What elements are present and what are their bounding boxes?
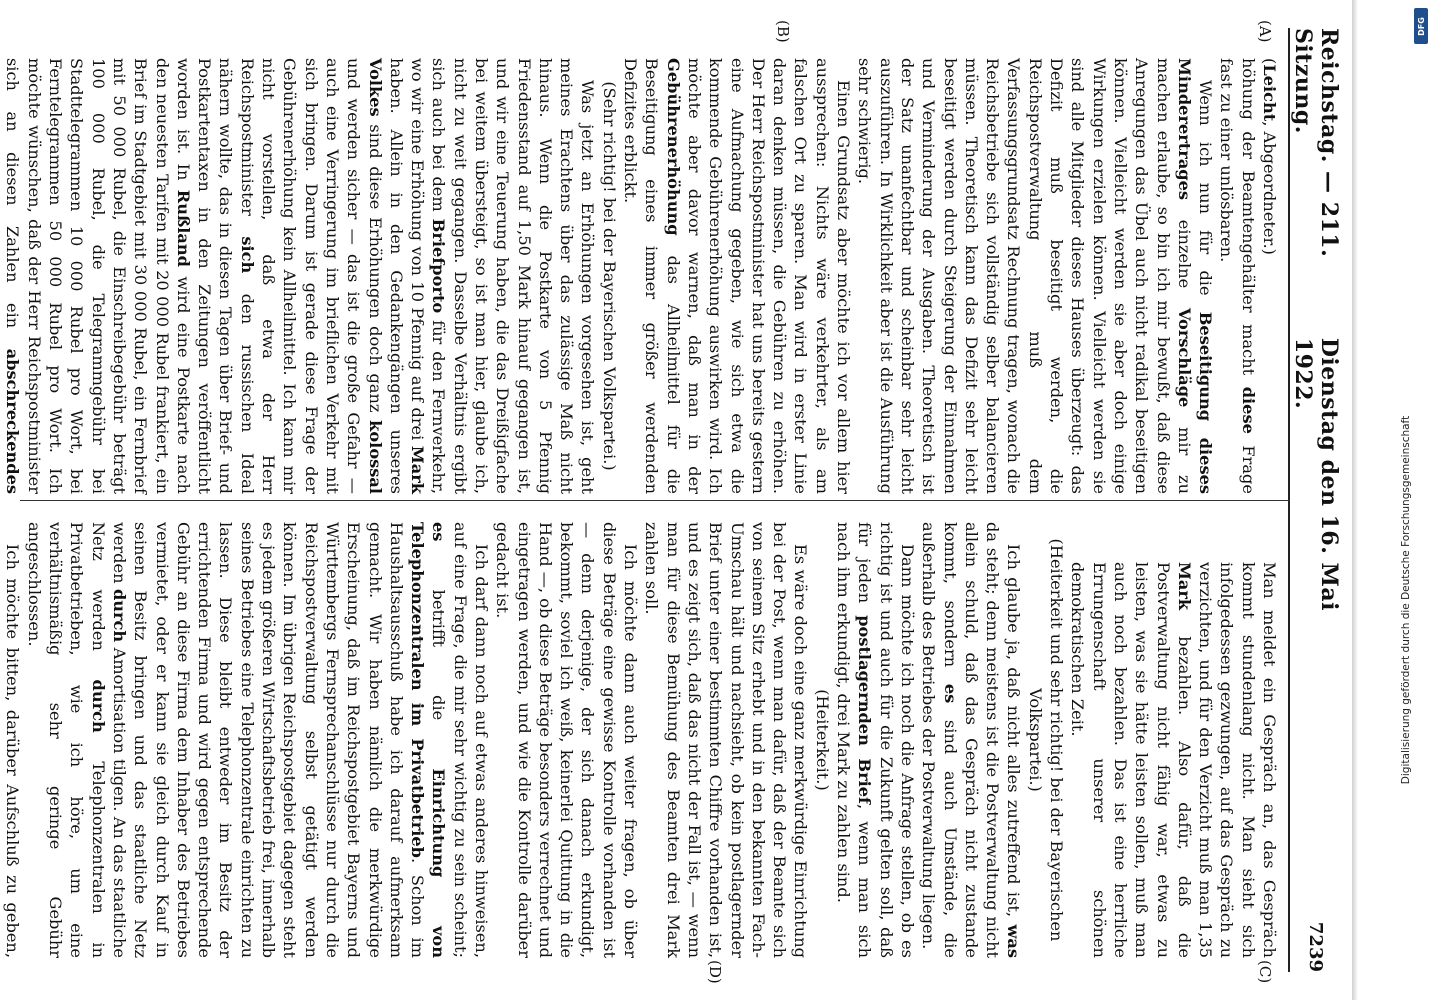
digitization-note-text: Digitalisierung gefördert durch die Deutsche Forschungsgemeinschaft	[1400, 415, 1413, 785]
left-text-column	[3, 58, 1280, 495]
paragraph: (Heiterkeit und sehr richtig! bei der Bayerischen Volkspartei.)	[1025, 538, 1067, 942]
scan-edge	[1352, 0, 1358, 1000]
header-date: Dienstag den 16. Mai 1922.	[1290, 337, 1342, 612]
margin-letter-c: (C)	[1256, 960, 1274, 984]
paragraph: Ich möchte bitten, darüber Aufschluß zu geben,	[3, 544, 23, 958]
header-session: Reichstag. — 211. Sitzung.	[1290, 28, 1342, 258]
paragraph: Es wäre doch eine ganz merkwürdige Einrichtung bei der Post, wenn man dafür, daß der Beamte sich von seinem Sitz erhebt und in den bekannten Fach-Umschau hält und nachsieht, ob kein postlagernder Brief unter einer bestimmten Chiffre vorhanden ist, und es zeigt sich, daß das nicht der Fall ist, — wenn man für diese Bemühung des Beamten drei Mark zahlen soll.	[642, 522, 811, 958]
page-header	[1290, 28, 1342, 972]
header-right-group	[1290, 338, 1342, 972]
dfg-logo-text: DFG	[1416, 16, 1426, 36]
paragraph: Einen Grundsatz aber möchte ich vor allem hier aussprechen: Nichts wäre verkehrter, als am falschen Ort zu sparen. Man wird in erster Linie daran denken müssen, die Gebühren zu erhöhen. Der Herr Reichspostminister hat uns bereits gestern eine Aufmachung gegeben, wie sich etwa die kommende Gebührenerhöhung auswirken wird. Ich möchte aber davor warnen, daß man in der Gebührenerhöhung das Allheilmittel für die Beseitigung eines immer größer werdenden Defizites erblickt.	[621, 58, 854, 494]
right-text-column	[3, 522, 1280, 959]
paragraph: (Heiterkeit.)	[812, 689, 832, 791]
paragraph: (Sehr richtig! bei der Bayerischen Volkspartei.)	[599, 81, 619, 471]
paragraph: höhung der Beamtengehälter macht diese Frage fast zu einer unlösbaren.	[1217, 58, 1258, 494]
paragraph: Was jetzt an Erhöhungen vorgesehen ist, geht meines Erachtens über das zulässige Maß nicht hinaus. Wenn die Postkarte von 5 Pfennig Friedensstand auf 1,50 Mark hinauf gegangen ist, und wir eine Teuerung haben, die das Dreißigfache bei weitem übersteigt, so ist man hier, glaube ich, nicht zu weit gegangen. Dasselbe Verhältnis ergibt sich auch bei dem Briefporto für den Fernverkehr, wo wir eine Erhöhung von 10 Pfennig auf drei Mark haben. Allein in den Gedankengängen unseres Volkes sind diese Erhöhungen doch ganz kolossal und werden sicher — das ist die große Gefahr — auch eine Verringerung im brieflichen Verkehr mit sich bringen. Darum ist gerade diese Frage der Gebührenerhöhung kein Allheilmittel. Ich kann mir nicht vorstellen, daß etwa der Herr Reichspostminister sich den russischen Ideal nähern wollte, das in diesen Tagen über Brief- und Postkartentaxen in den Zeitungen veröffentlicht worden ist. In Rußland wird eine Postkarte nach den neuesten Tarifen mit 20 000 Rubel frankiert, ein Brief im Stadtgebiet mit 30 000 Rubel, ein Fernbrief mit 50 000 Rubel, die Einschreibegebühr beträgt 100 000 Rubel, die Telegrammgebühr bei Stadttelegrammen 10 000 Rubel pro Wort, bei Ferntelegrammen 50 000 Rubel pro Wort. Ich möchte wünschen, daß der Herr Reichspostminister sich an diesen Zahlen ein abschreckendes	[3, 58, 598, 494]
margin-letter-a: (A)	[1256, 20, 1274, 43]
paragraph: Ich darf dann noch auf etwas anderes hinweisen, auf eine Frage, die mir sehr wichtig zu sein scheint; es betrifft die Einrichtung von Telephonzentralen im Privatbetrieb. Schon im Haushaltsausschuß habe ich darauf aufmerksam gemacht. Wir haben nämlich die merkwürdige Erscheinung, daß im Reichspostgebiet Bayerns und Württembergs Fernsprechanschlüsse nur durch die Reichspostverwaltung selbst getätigt werden können. Im übrigen Reichspostgebiet dagegen steht es jedem größeren Wirtschaftsbetrieb frei, innerhalb seines Betriebes eine Telephonzentrale einrichten zu lassen. Diese bleibt entweder im Besitz der errichtenden Firma und wird gegen entsprechende Gebühr an diese Firma dem Inhaber des Betriebes vermietet, oder er kann sie gleich durch Kauf in seinen Besitz bringen und das staatliche Netz werden durch Amortisation tilgen. An das staatliche Netz werden durch Telephonzentralen in Privatbetrieben, wie ich höre, um eine verhältnismäßig sehr geringe Gebühr angeschlossen.	[24, 522, 492, 959]
margin-letter-d: (D)	[706, 960, 724, 984]
paragraph: Ich möchte dann auch weiter fragen, ob über diese Beträge eine gewisse Kontrolle vorhanden ist — denn derjenige, der sich danach erkundigt, bekommt, soviel ich weiß, keinerlei Quittung in die Hand —, ob diese Beträge besonders verrechnet und eingetragen werden, und wie die Kontrolle darüber gedacht ist.	[493, 522, 641, 958]
paragraph: Man meldet ein Gespräch an, das Gespräch kommt stundenlang nicht. Man sieht sich infolgedessen gezwungen, auf das Gespräch zu verzichten, und für den Verzicht muß man 1,35 Mark bezahlen. Also dafür, daß die Postverwaltung nicht fähig war, etwas zu leisten, was sie hätte leisten sollen, muß man auch noch bezahlen. Das ist eine herrliche Errungenschaft unserer schönen demokratischen Zeit.	[1068, 562, 1279, 958]
column-divider	[20, 500, 1290, 501]
margin-letter-b: (B)	[774, 20, 792, 43]
digitization-note	[1398, 230, 1414, 970]
paragraph: Ich glaube ja, daß nicht alles zutreffend ist, was da steht; denn meistens ist die Postverwaltung nicht allein schuld, daß das Gespräch nicht zustande kommt, sondern es sind auch Umstände, die außerhalb des Betriebes der Postverwaltung liegen.	[919, 522, 1024, 958]
page-number: 7239	[1305, 921, 1327, 972]
dfg-logo	[1414, 8, 1428, 44]
paragraph: Wenn ich nun für die Beseitigung dieses Minderertrages einzelne Vorschläge mir zu machen erlaube, so bin ich mir bewußt, daß diese Anregungen das Übel auch nicht radikal beseitigen können. Vielleicht werden sie aber doch einige Wirkungen erzielen können. Vielleicht werden sie sind alle Mitglieder dieses Hauses überzeugt: das Defizit muß beseitigt werden, die Reichspostverwaltung muß dem Verfassungsgrundsatz Rechnung tragen, wonach die Reichsbetriebe sich vollständig selber balancieren müssen. Theoretisch kann das Defizit sehr leicht beseitigt werden durch Steigerung der Einnahmen und Verminderung der Ausgaben. Theoretisch ist der Satz unanfechtbar und scheinbar sehr leicht auszuführen. In Wirklichkeit aber ist die Ausführung sehr schwierig.	[855, 58, 1216, 495]
paragraph: Dann möchte ich noch die Anfrage stellen, ob es richtig ist und auch für die Zukunft gelten soll, daß für jeden postlagernden Brief, wenn man sich nach ihm erkundigt, drei Mark zu zahlen sind.	[834, 522, 917, 958]
paragraph: (Leicht, Abgeordneter.)	[1260, 58, 1279, 255]
